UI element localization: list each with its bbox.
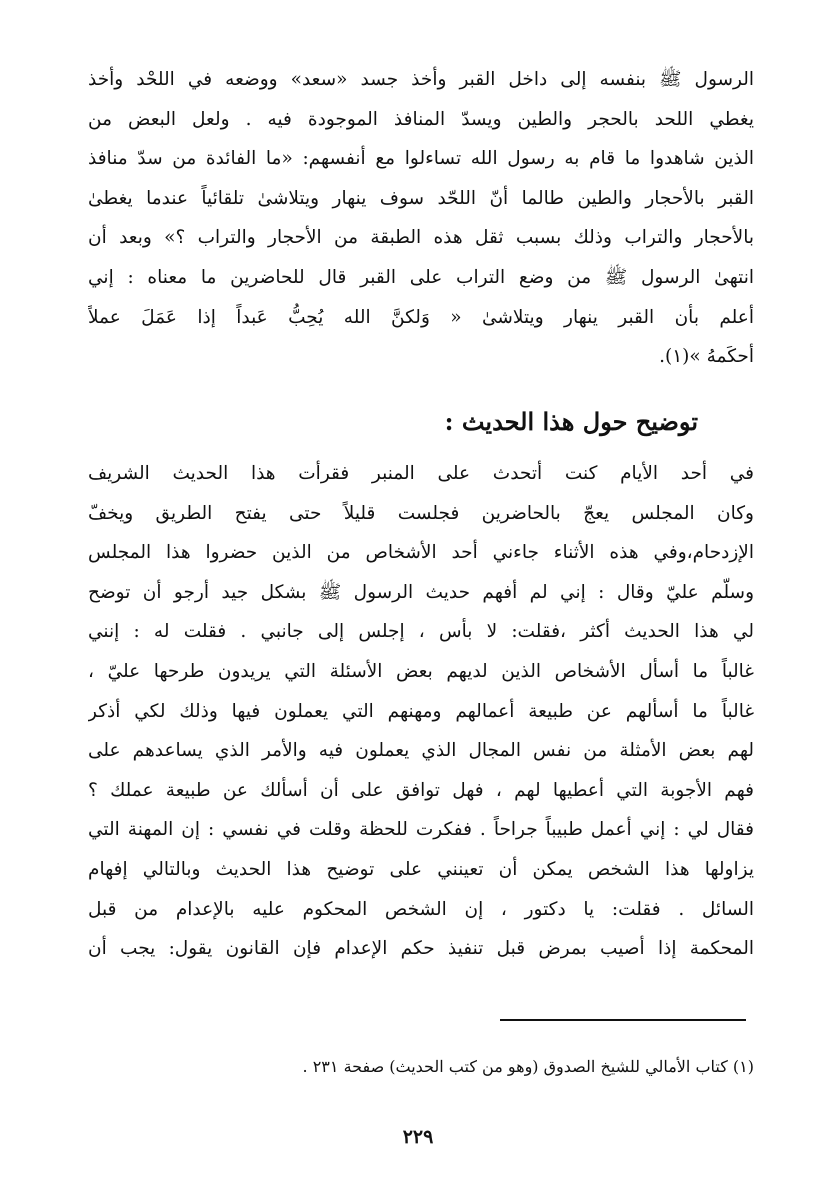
text-line: الرسول ﷺ بنفسه إلى داخل القبر وأخذ جسد «سعد» ووضعه في اللحْد وأخذ	[88, 69, 754, 90]
text-line: يغطي اللحد بالحجر والطين ويسدّ المنافذ الموجودة فيه . ولعل البعض من	[88, 108, 754, 130]
text-line: فهم الأجوبة التي أعطيها لهم ، فهل توافق على أن أسألك عن طبيعة عملك ؟	[88, 779, 754, 801]
text-line: انتهىٰ الرسول ﷺ من وضع التراب على القبر قال للحاضرين ما معناه : إني	[88, 266, 754, 288]
text-line: لهم بعض الأمثلة من نفس المجال الذي يعملون فيه والأمر الذي يساعدهم على	[88, 740, 754, 762]
body-paragraph	[88, 454, 754, 969]
text-line: يزاولها هذا الشخص يمكن أن تعينني على توضيح هذا الحديث وبالتالي إفهام	[88, 858, 754, 880]
text-line: أحكَمهُ »(١).	[659, 346, 754, 368]
text-line: أعلم بأن القبر ينهار ويتلاشىٰ « وَلكنَّ الله يُحِبُّ عَبداً إذا عَمَلَ عملاً	[88, 306, 754, 328]
footnote: (١) كتاب الأمالي للشيخ الصدوق (وهو من كتب الحديث) صفحة ٢٣١ .	[302, 1057, 754, 1076]
section-heading: توضيح حول هذا الحديث :	[444, 407, 698, 436]
text-line: غالباً ما أسأل الأشخاص الذين لديهم بعض الأسئلة التي يريدون طرحها عليّ ،	[88, 660, 754, 682]
text-line: في أحد الأيام كنت أتحدث على المنبر فقرأت هذا الحديث الشريف	[88, 463, 754, 484]
text-line: وكان المجلس يعجّ بالحاضرين فجلست قليلاً حتى يفتح الطريق ويخفّ	[88, 502, 754, 524]
footnote-divider	[500, 1019, 746, 1021]
text-line: وسلّم عليّ وقال : إني لم أفهم حديث الرسول ﷺ بشكل جيد أرجو أن توضح	[88, 581, 754, 603]
text-line: لي هذا الحديث أكثر ،فقلت: لا بأس ، إجلس إلى جانبي . فقلت له : إنني	[88, 621, 754, 643]
text-line: غالباً ما أسألهم عن طبيعة أعمالهم ومهنهم التي يعملون فيها وذلك لكي أذكر	[88, 700, 754, 722]
intro-paragraph	[88, 60, 754, 377]
text-line: بالأحجار والتراب وذلك بسبب ثقل هذه الطبقة من الأحجار والتراب ؟» وبعد أن	[88, 227, 754, 249]
text-line: المحكمة إذا أصيب بمرض قبل تنفيذ حكم الإعدام فإن القانون يقول: يجب أن	[88, 938, 754, 960]
text-line: القبر بالأحجار والطين طالما أنّ اللحّد سوف ينهار ويتلاشىٰ تلقائياً عندما يغطىٰ	[88, 187, 754, 209]
text-line: الذين شاهدوا ما قام به رسول الله تساءلوا مع أنفسهم: «ما الفائدة من سدّ منافذ	[88, 148, 754, 170]
text-line: السائل . فقلت: يا دكتور ، إن الشخص المحكوم عليه بالإعدام من قبل	[88, 898, 754, 920]
page-number: ٢٢٩	[402, 1126, 434, 1148]
text-line: الإزدحام،وفي هذه الأثناء جاءني أحد الأشخاص من الذين حضروا هذا المجلس	[88, 542, 754, 564]
text-line: فقال لي : إني أعمل طبيباً جراحاً . ففكرت للحظة وقلت في نفسي : إن المهنة التي	[88, 819, 754, 841]
